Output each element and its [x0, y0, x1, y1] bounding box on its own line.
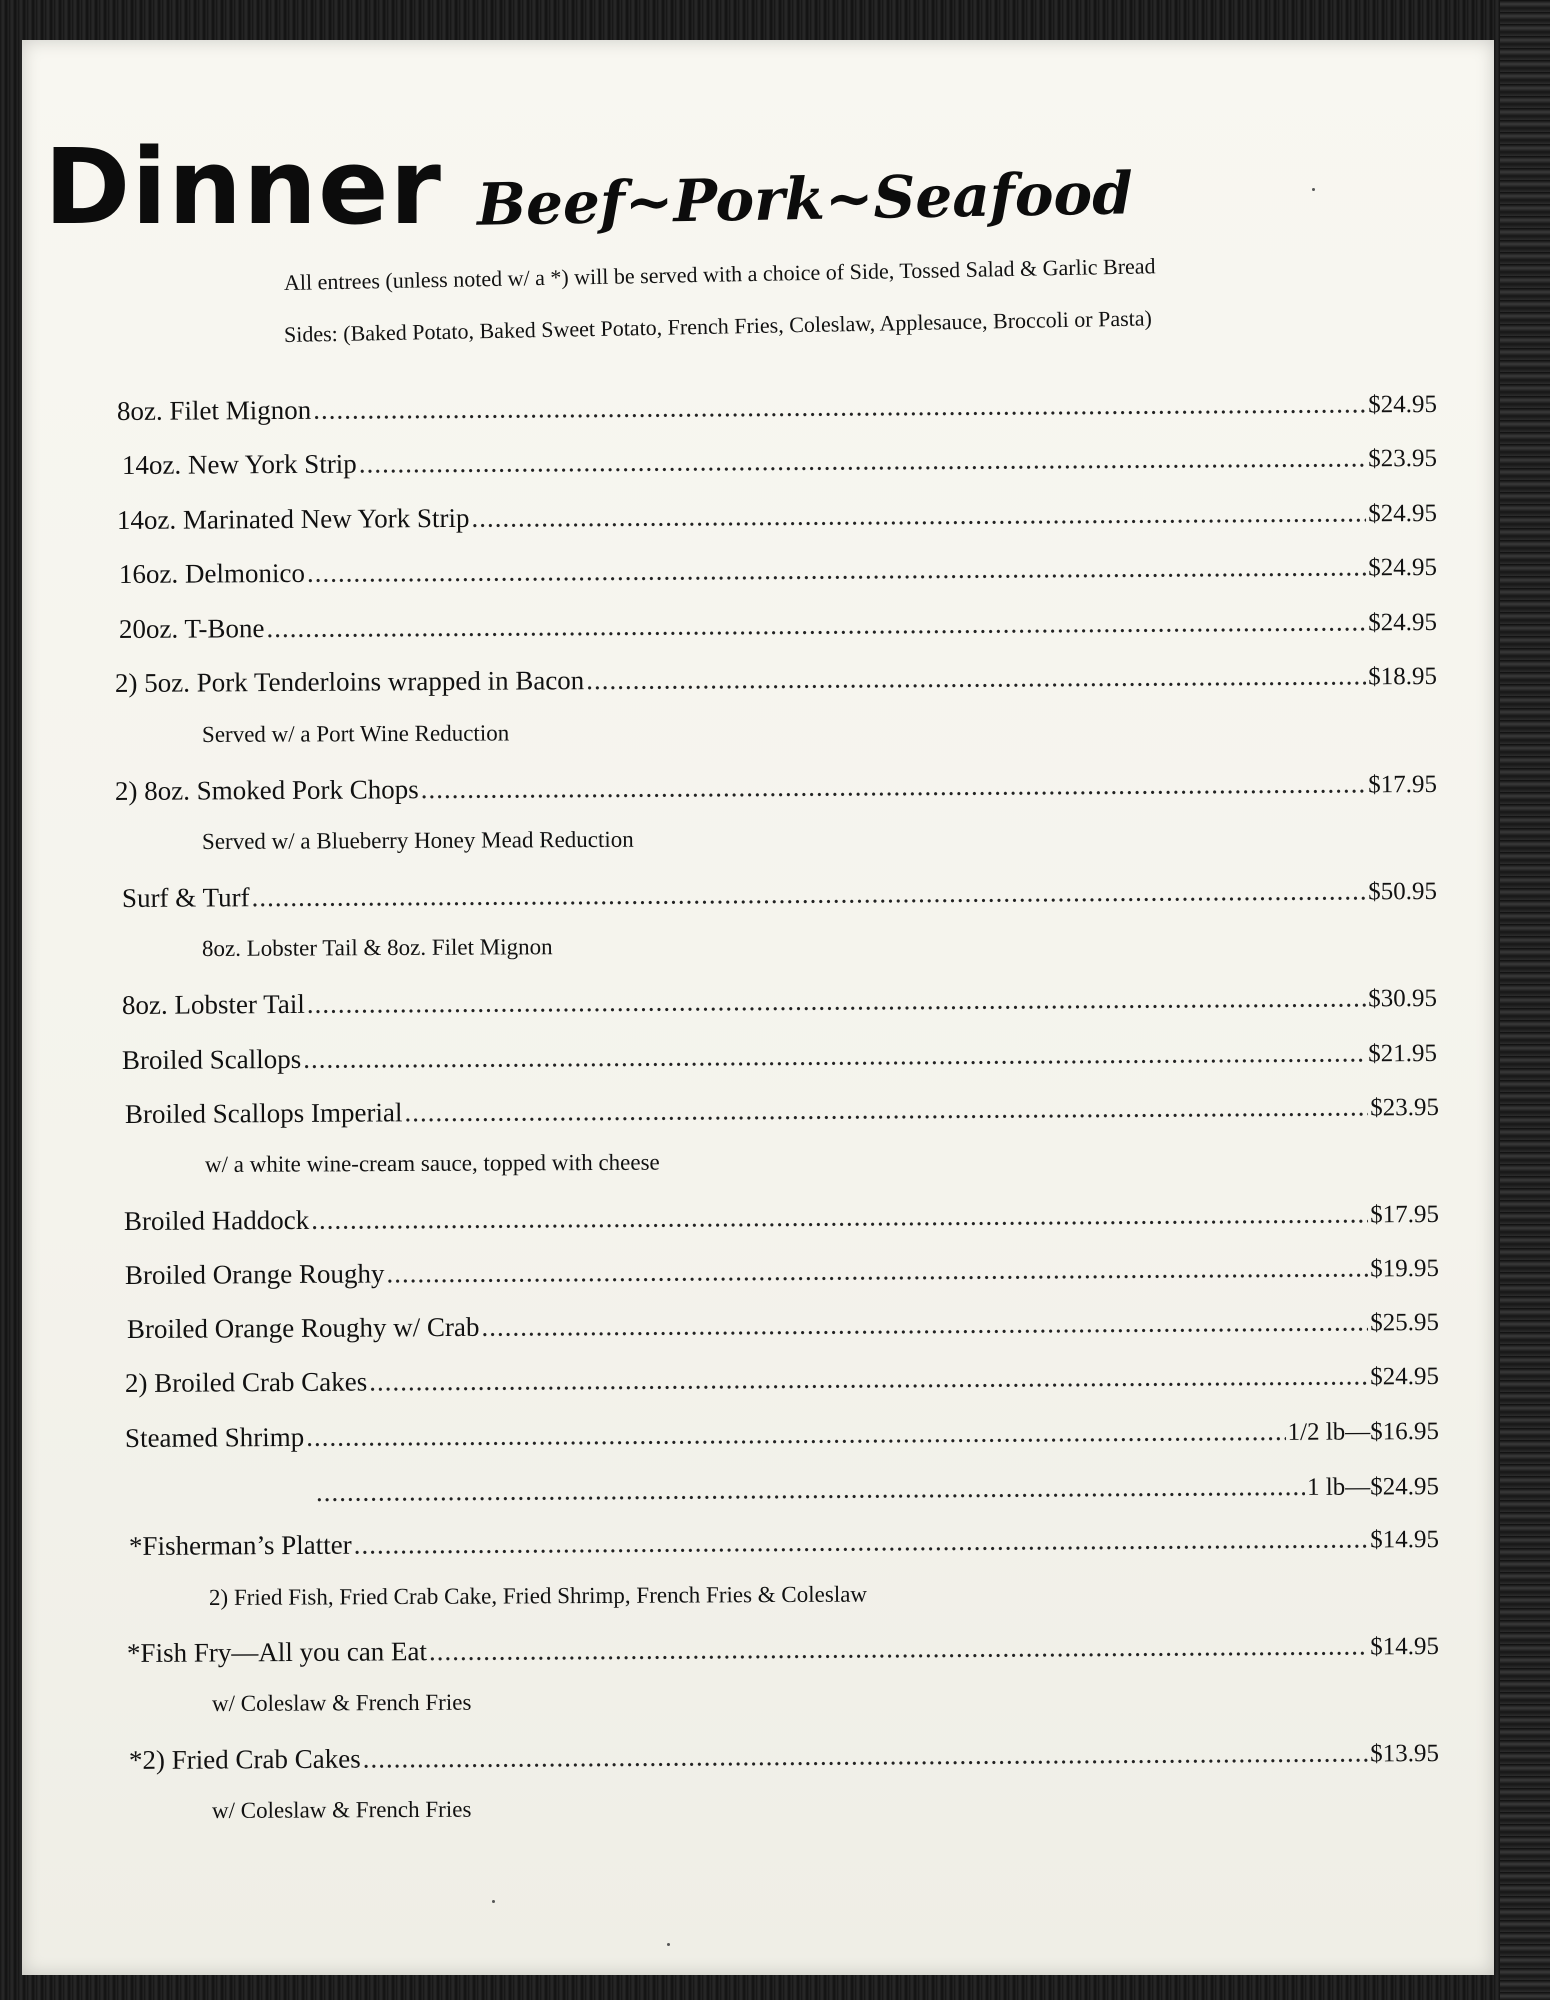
menu-item-name: *2) Fried Crab Cakes [128, 1743, 361, 1775]
menu-item-price: 1 lb—$24.95 [1306, 1473, 1440, 1501]
leader-dots [307, 551, 1366, 588]
menu-item-name: *Fisherman’s Platter [128, 1529, 352, 1561]
menu-item-name: Surf & Turf [121, 882, 250, 913]
menu-item [115, 660, 1437, 699]
menu-item [125, 1415, 1439, 1454]
menu-item-price: $13.95 [1370, 1739, 1440, 1768]
paper-speck [1312, 188, 1315, 191]
menu-item-description: Served w/ a Blueberry Honey Mead Reduction [201, 826, 634, 854]
menu-item-price: $24.95 [1368, 608, 1438, 637]
leader-dots [404, 1091, 1368, 1128]
menu-item [127, 1630, 1439, 1669]
menu-item-price: $24.95 [1368, 553, 1438, 582]
menu-item [122, 982, 1437, 1021]
leader-dots [306, 1416, 1286, 1453]
menu-item-price: $14.95 [1370, 1632, 1440, 1661]
menu-item-description: w/ Coleslaw & French Fries [211, 1796, 472, 1823]
menu-item-price: $24.95 [1370, 1362, 1440, 1391]
menu-item-name: 2) Broiled Crab Cakes [124, 1366, 368, 1398]
menu-item [117, 388, 1437, 427]
menu-item-description: 8oz. Lobster Tail & 8oz. Filet Mignon [201, 934, 553, 961]
menu-item [115, 768, 1437, 807]
menu-item-price: $14.95 [1370, 1525, 1440, 1554]
leader-dots [303, 1037, 1366, 1074]
menu-item-price: $30.95 [1368, 984, 1438, 1013]
menu-item-price: 1/2 lb—$16.95 [1287, 1417, 1440, 1446]
menu-item-price: $18.95 [1368, 662, 1438, 691]
leader-dots [481, 1306, 1368, 1342]
leader-dots [471, 497, 1366, 533]
menu-item-name: Broiled Scallops [121, 1043, 302, 1075]
menu-item-name: Broiled Haddock [123, 1204, 310, 1236]
menu-item [124, 1198, 1439, 1237]
leader-dots [316, 1471, 1305, 1508]
leader-dots [363, 1737, 1369, 1774]
leader-dots [307, 982, 1367, 1019]
menu-item [119, 551, 1437, 590]
menu-page [22, 40, 1494, 1975]
menu-item [122, 1037, 1437, 1076]
menu-item-price: $24.95 [1368, 390, 1438, 419]
menu-item-price: $17.95 [1368, 770, 1438, 799]
leader-dots [369, 1360, 1368, 1397]
menu-item [122, 875, 1437, 914]
menu-item [125, 1360, 1439, 1399]
menu-item-price: $24.95 [1368, 499, 1438, 528]
leader-dots [354, 1523, 1369, 1560]
menu-item [129, 1737, 1439, 1776]
leader-dots [586, 660, 1366, 696]
menu-item-description: w/ a white wine-cream sauce, topped with cheese [204, 1149, 660, 1177]
menu-item-price: $23.95 [1370, 1093, 1440, 1122]
menu-item-price: $25.95 [1370, 1308, 1440, 1337]
binder-spine [1500, 0, 1550, 2000]
menu-item-name: 2) 8oz. Smoked Pork Chops [114, 774, 419, 806]
menu-item-description: Served w/ a Port Wine Reduction [201, 720, 510, 747]
menu-list [22, 40, 1494, 1975]
page-title: Dinner [44, 126, 442, 248]
menu-item [117, 497, 1437, 536]
menu-item [122, 442, 1437, 481]
leader-dots [266, 606, 1366, 644]
menu-item-description: 2) Fried Fish, Fried Crab Cake, Fried Shrimp, French Fries & Coleslaw [208, 1581, 868, 1610]
menu-item-price: $19.95 [1370, 1254, 1440, 1283]
menu-item-description: w/ Coleslaw & French Fries [211, 1689, 472, 1716]
menu-item [125, 1252, 1439, 1291]
menu-item-price: $50.95 [1368, 877, 1438, 906]
menu-item [127, 1306, 1439, 1345]
leader-dots [313, 388, 1366, 425]
menu-item-name: Steamed Shrimp [124, 1421, 305, 1453]
menu-item-name: 16oz. Delmonico [118, 557, 306, 589]
entrees-note: All entrees (unless noted w/ a *) will be served with a choice of Side, Tossed Salad & Garlic Bread [283, 253, 1156, 295]
leader-dots [251, 875, 1366, 913]
menu-item [129, 1523, 1439, 1562]
menu-item-name: Broiled Orange Roughy [124, 1258, 385, 1290]
leader-dots [359, 442, 1367, 479]
menu-item [314, 1470, 1439, 1508]
paper-speck [492, 1900, 495, 1903]
leader-dots [429, 1630, 1368, 1667]
menu-item-name: 20oz. T-Bone [118, 613, 265, 644]
menu-item-name: 2) 5oz. Pork Tenderloins wrapped in Bacon [114, 665, 585, 698]
paper-speck [667, 1943, 670, 1946]
menu-item-name: *Fish Fry—All you can Eat [126, 1636, 428, 1668]
menu-item-name: 8oz. Lobster Tail [121, 988, 305, 1020]
menu-item-price: $17.95 [1370, 1200, 1440, 1229]
leader-dots [421, 768, 1367, 805]
menu-item-name: 14oz. Marinated New York Strip [116, 502, 470, 535]
menu-item-name: 8oz. Filet Mignon [116, 394, 312, 426]
menu-item-name: Broiled Scallops Imperial [124, 1097, 403, 1129]
menu-item-name: Broiled Orange Roughy w/ Crab [126, 1311, 480, 1344]
leader-dots [311, 1198, 1368, 1235]
menu-item-price: $21.95 [1368, 1039, 1438, 1068]
menu-item [119, 606, 1437, 645]
page-subtitle: Beef~Pork~Seafood [476, 159, 1134, 239]
menu-item [125, 1091, 1439, 1130]
leader-dots [386, 1252, 1368, 1289]
menu-item-price: $23.95 [1368, 444, 1438, 473]
sides-note: Sides: (Baked Potato, Baked Sweet Potato, French Fries, Coleslaw, Applesauce, Broccoli or Pasta) [283, 305, 1153, 347]
menu-item-name: 14oz. New York Strip [121, 448, 357, 480]
